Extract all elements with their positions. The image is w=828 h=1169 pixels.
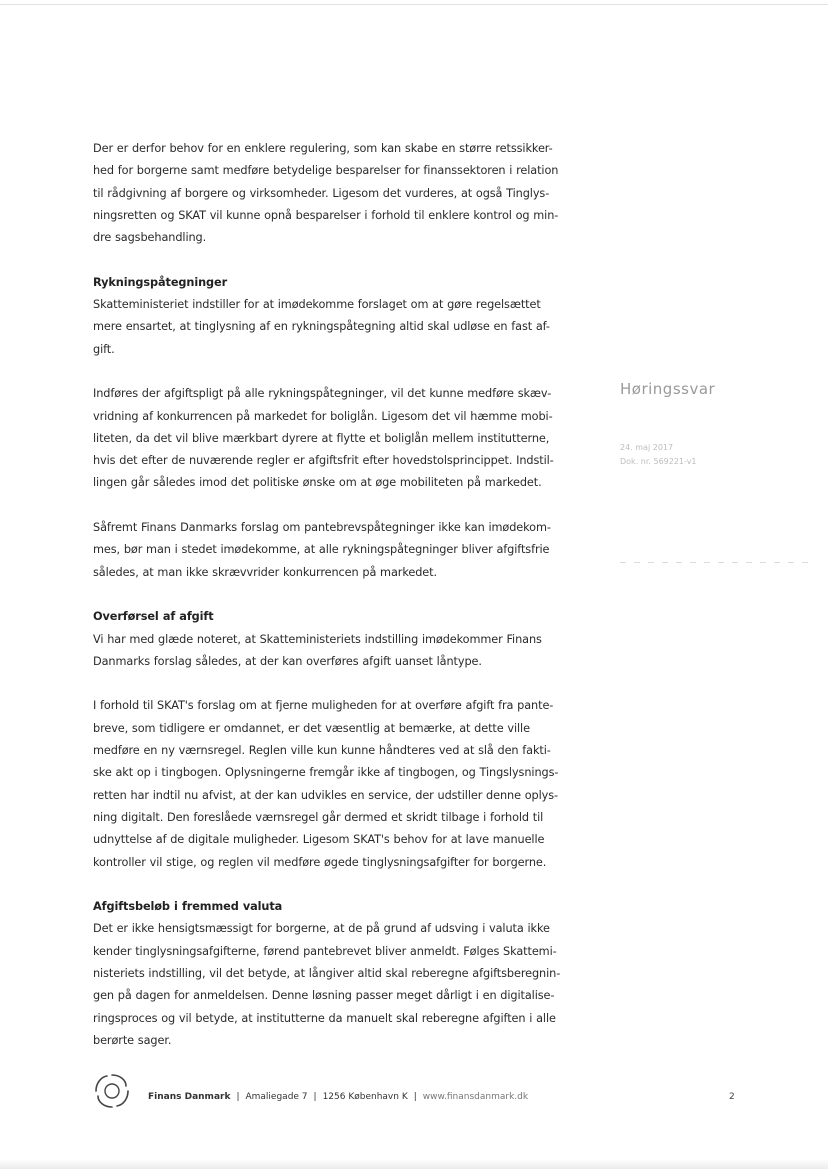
text-line: Skatteministeriet indstiller for at imødekomme forslaget om at gøre regelsættet xyxy=(93,298,541,312)
footer-separator: | xyxy=(236,1092,240,1102)
footer-address xyxy=(148,1092,528,1102)
text-line: Der er derfor behov for en enklere regulering, som kan skabe en større retssikker- xyxy=(93,142,553,155)
paragraph xyxy=(93,383,571,494)
footer-separator: | xyxy=(313,1092,317,1102)
text-line: Det er ikke hensigtsmæssigt for borgerne, at de på grund af udsving i valuta ikke xyxy=(93,922,550,936)
text-line: nisteriets indstilling, vil det betyde, at långiver altid skal reberegne afgiftsberegnin- xyxy=(93,966,561,980)
text-line: mere ensartet, at tinglysning af en rykningspåtegning altid skal udløse en fast af- xyxy=(93,320,550,334)
paragraph xyxy=(93,272,571,361)
text-line: retten har indtil nu afvist, at der kan udvikles en service, der udstiller denne oplys- xyxy=(93,788,559,802)
section-heading: Afgiftsbeløb i fremmed valuta xyxy=(93,900,283,914)
text-line: kender tinglysningsafgifterne, førend pantebrevet bliver anmeldt. Følges Skattemi- xyxy=(93,944,557,958)
text-line: dre sagsbehandling. xyxy=(93,231,207,245)
paragraph xyxy=(93,896,571,1052)
text-line: Danmarks forslag således, at der kan overføres afgift uanset låntype. xyxy=(93,654,482,668)
finans-danmark-logo-icon xyxy=(93,1072,131,1110)
paragraph xyxy=(93,695,571,873)
text-line: således, at man ikke skrævvrider konkurrencen på markedet. xyxy=(93,565,437,579)
footer xyxy=(93,1072,753,1116)
paragraph xyxy=(93,138,571,249)
text-line: breve, som tidligere er omdannet, er det væsentlig at bemærke, at dette ville xyxy=(93,721,530,735)
section-heading: Rykningspåtegninger xyxy=(93,275,228,289)
text-line: Vi har med glæde noteret, at Skatteministeriets indstilling imødekommer Finans xyxy=(93,632,542,646)
section-heading: Overførsel af afgift xyxy=(93,610,214,624)
document-body xyxy=(93,138,571,1074)
text-line: kontroller vil stige, og reglen vil medføre øgede tinglysningsafgifter for borgerne. xyxy=(93,855,547,869)
footer-url[interactable]: www.finansdanmark.dk xyxy=(422,1092,529,1102)
sidebar xyxy=(620,380,800,469)
paragraph xyxy=(93,606,571,673)
text-line: Såfremt Finans Danmarks forslag om pantebrevspåtegninger ikke kan imødekom- xyxy=(93,521,551,535)
text-line: hvis det efter de nuværende regler er afgiftsfrit efter hovedstolsprincippet. Indstil- xyxy=(93,454,554,468)
paragraph xyxy=(93,517,571,584)
text-line: lingen går således imod det politiske ønske om at øge mobiliteten på markedet. xyxy=(93,476,542,490)
text-line: ning digitalt. Den foreslåede værnsregel går dermed et skridt tilbage i forhold til xyxy=(93,810,544,824)
text-line: berørte sager. xyxy=(93,1033,172,1047)
text-line: gift. xyxy=(93,342,115,356)
text-line: Indføres der afgiftspligt på alle rykningspåtegninger, vil det kunne medføre skæv- xyxy=(93,387,552,401)
document-date: 24. maj 2017 xyxy=(620,443,674,452)
text-line: udnyttelse af de digitale muligheder. Ligesom SKAT's behov for at lave manuelle xyxy=(93,833,545,847)
page-top-edge xyxy=(0,4,828,5)
text-line: til rådgivning af borgere og virksomheder. Ligesom det vurderes, at også Tinglys- xyxy=(93,186,550,200)
text-line: hed for borgerne samt medføre betydelige besparelser for finanssektoren i relation xyxy=(93,164,559,178)
footer-street: Amaliegade 7 xyxy=(245,1092,308,1102)
footer-org: Finans Danmark xyxy=(148,1092,231,1102)
text-line: I forhold til SKAT's forslag om at fjerne muligheden for at overføre afgift fra pante- xyxy=(93,699,554,713)
sidebar-title: Høringssvar xyxy=(620,380,716,398)
text-line: ske akt op i tingbogen. Oplysningerne fremgår ikke af tingbogen, og Tingslysnings- xyxy=(93,766,559,780)
text-line: ringsproces og vil betyde, at institutterne da manuelt skal reberegne afgiften i alle xyxy=(93,1011,556,1025)
page-bottom-edge xyxy=(0,1159,828,1169)
footer-separator: | xyxy=(413,1092,417,1102)
text-line: medføre en ny værnsregel. Reglen ville kun kunne håndteres ved at slå den fakti- xyxy=(93,744,551,758)
text-line: ningsretten og SKAT vil kunne opnå besparelser i forhold til enklere kontrol og min- xyxy=(93,208,559,222)
text-line: liteten, da det vil blive mærkbart dyrere at flytte et boliglån mellem institutterne, xyxy=(93,431,550,445)
text-line: gen på dagen for anmeldelsen. Denne løsning passer meget dårligt i en digitalise- xyxy=(93,989,555,1003)
text-line: mes, bør man i stedet imødekomme, at alle rykningspåtegninger bliver afgiftsfrie xyxy=(93,543,550,557)
sidebar-divider xyxy=(620,562,816,563)
footer-city: 1256 København K xyxy=(322,1092,408,1102)
document-number: Dok. nr. 569221-v1 xyxy=(620,457,697,466)
text-line: vridning af konkurrencen på markedet for boliglån. Ligesom det vil hæmme mobi- xyxy=(93,409,553,423)
page-number: 2 xyxy=(729,1092,735,1102)
sidebar-meta xyxy=(620,441,800,469)
